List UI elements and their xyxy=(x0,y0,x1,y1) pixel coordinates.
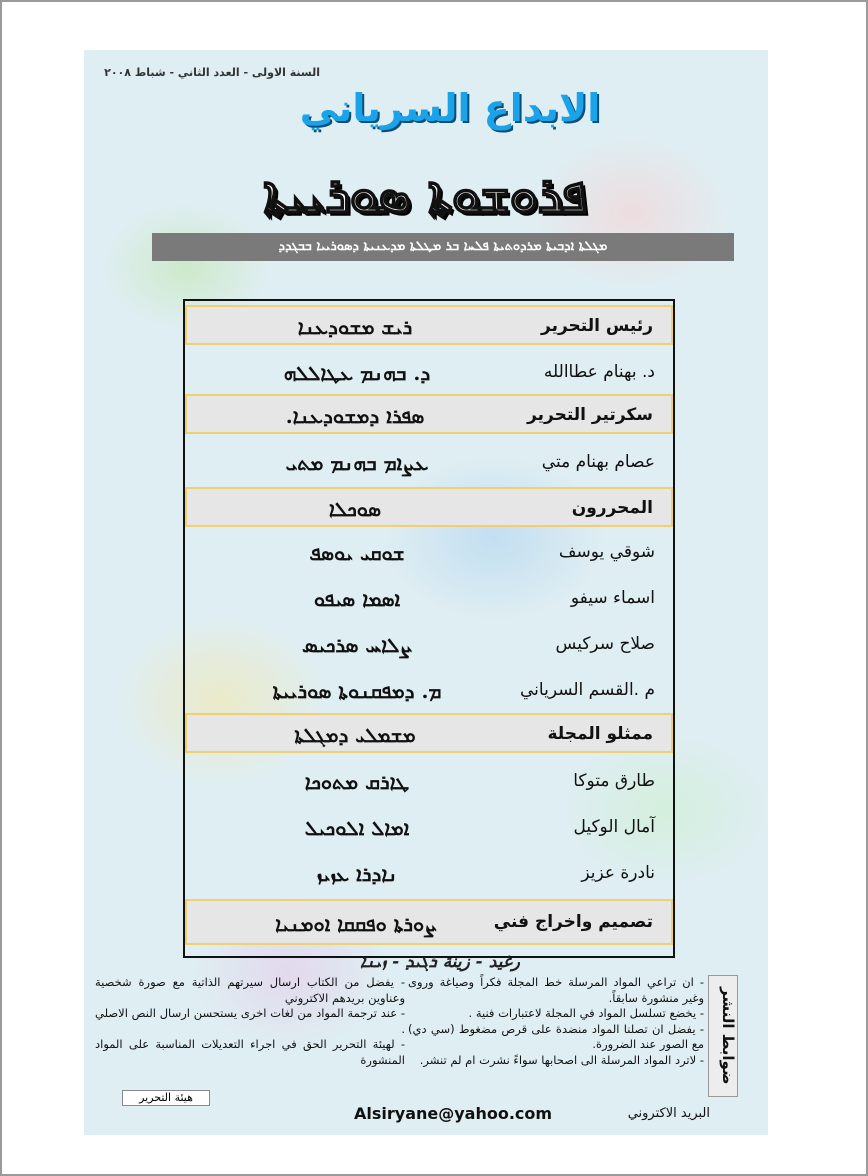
editorial-board-label: هيئة التحرير xyxy=(122,1090,210,1106)
staff-syriac: ܐܡܐܠ ܐܠܘܟܝܠ xyxy=(304,816,410,840)
staff-row xyxy=(185,394,673,434)
publication-rules-tag: ضوابط النشر xyxy=(708,975,738,1097)
staff-arabic: اسماء سيفو xyxy=(570,588,655,608)
staff-syriac: ܕ. ܒܗܢܡ ܥܛܐܠܠܗ xyxy=(283,361,431,385)
staff-syriac: ܥܨܐܡ ܒܗܢܡ ܡܬܝ xyxy=(285,451,429,475)
rule-item: - لهيئة التحرير الحق في اجراء التعديلات المناسبة على المواد المنشورة xyxy=(95,1037,405,1067)
email-label: البريد الاكتروني xyxy=(627,1106,710,1121)
staff-row xyxy=(185,899,673,945)
staff-syriac: ܪܝܫ ܡܫܘܕܥܢܐ xyxy=(297,315,413,339)
rule-item: - ان تراعي المواد المرسلة خط المجلة فكراً وصياغة وروى وغير منشورة سابقاً. xyxy=(408,975,704,1005)
rule-item: - يفضل ان تصلنا المواد منضدة على قرص مضغوط (سي دي) مع الصور عند الضرورة. xyxy=(408,1021,704,1051)
rules-column-right xyxy=(408,975,704,1068)
staff-row xyxy=(185,808,673,848)
staff-arabic: رئيس التحرير xyxy=(541,316,653,336)
staff-syriac: ܡܫܡܠܝ ܕܡܓܠܬܐ xyxy=(294,723,416,747)
staff-syriac: ܣܘܟܠܐ xyxy=(328,497,382,521)
staff-syriac: ܡ. ܕܡܦܩܢܘܬܐ ܣܘܪܝܝܬܐ xyxy=(272,679,442,703)
rule-item: - يفضل من الكتاب ارسال سيرتهم الذاتية مع صورة شخصية وعناوين بريدهم الاكتروني xyxy=(95,975,405,1005)
staff-row xyxy=(185,671,673,711)
rules-column-left xyxy=(95,975,405,1068)
magazine-subtitle: ܡܓܠܬܐ ܐܕܒܝܬܐ ܡܪܕܘܬܝܬܐ ܦܠܚܐ ܒܪ ܡܛܠܬܐ ܡܕܥܢܝܬܐ ܕܣܘܪܝܝܐ ܒܒܓܕܕ xyxy=(152,233,734,261)
staff-row xyxy=(185,625,673,665)
staff-arabic: عصام بهنام متي xyxy=(541,452,655,472)
staff-arabic: نادرة عزيز xyxy=(581,863,655,883)
magazine-title-arabic: الابداع السرياني xyxy=(299,86,601,130)
staff-row xyxy=(185,305,673,345)
staff-arabic: المحررون xyxy=(571,498,653,518)
staff-arabic: م .القسم السرياني xyxy=(520,680,655,700)
rule-item: - عند ترجمة المواد من لغات اخرى يستحسن ارسال النص الاصلي . xyxy=(95,1006,405,1036)
staff-row xyxy=(185,443,673,483)
staff-syriac: ܫܘܩܝ ܝܘܣܦ xyxy=(309,541,405,565)
staff-arabic: صلاح سركيس xyxy=(555,634,655,654)
magazine-title-syriac: ܦܪܘܫܘܬܐ ܣܘܪܝܝܬܐ xyxy=(263,165,587,224)
staff-row xyxy=(185,487,673,527)
staff-syriac: ܨܘܪܬܐ ܘܦܩܩܐ ܐܘܡܢܝܐ xyxy=(275,912,435,936)
staff-arabic: طارق متوكا xyxy=(573,771,655,791)
staff-syriac: ܐܣܡܐ ܣܝܦܘ xyxy=(313,587,401,611)
staff-syriac: ܣܦܪܐ ܕܡܫܘܕܥܢܐ. xyxy=(285,404,425,428)
staff-row xyxy=(185,762,673,802)
staff-arabic: سكرتير التحرير xyxy=(527,405,653,425)
staff-syriac: ܢܐܕܪܐ ܥܙܝܙ xyxy=(316,862,398,886)
staff-row xyxy=(185,353,673,393)
staff-row xyxy=(185,533,673,573)
staff-arabic: تصميم واخراج فني xyxy=(493,912,653,932)
rule-item: - لاترد المواد المرسلة الى اصحابها سواءً نشرت ام لم تنشر. xyxy=(419,1052,704,1067)
editorial-staff-box xyxy=(183,299,675,958)
staff-arabic: آمال الوكيل xyxy=(573,817,655,837)
rule-item: - يخضع تسلسل المواد في المجلة لاعتبارات فنية . xyxy=(468,1006,704,1020)
staff-row xyxy=(185,579,673,619)
staff-syriac: ܛܐܪܩ ܡܬܘܟܐ xyxy=(304,770,410,794)
staff-syriac: ܨܠܐܚ ܣܪܟܝܣ xyxy=(302,633,412,657)
staff-row xyxy=(185,713,673,753)
staff-arabic: د. بهنام عطاالله xyxy=(543,362,655,382)
issue-info: السنة الاولى - العدد الثاني - شباط ٢٠٠٨ xyxy=(104,66,320,79)
staff-row xyxy=(185,854,673,894)
designer-signature: رغيد - زينة ܪܓܝܕ - ܙܝܢܐ xyxy=(360,952,520,972)
email-address[interactable]: Alsiryane@yahoo.com xyxy=(354,1104,553,1123)
staff-arabic: شوقي يوسف xyxy=(558,542,655,562)
staff-arabic: ممثلو المجلة xyxy=(547,724,653,744)
